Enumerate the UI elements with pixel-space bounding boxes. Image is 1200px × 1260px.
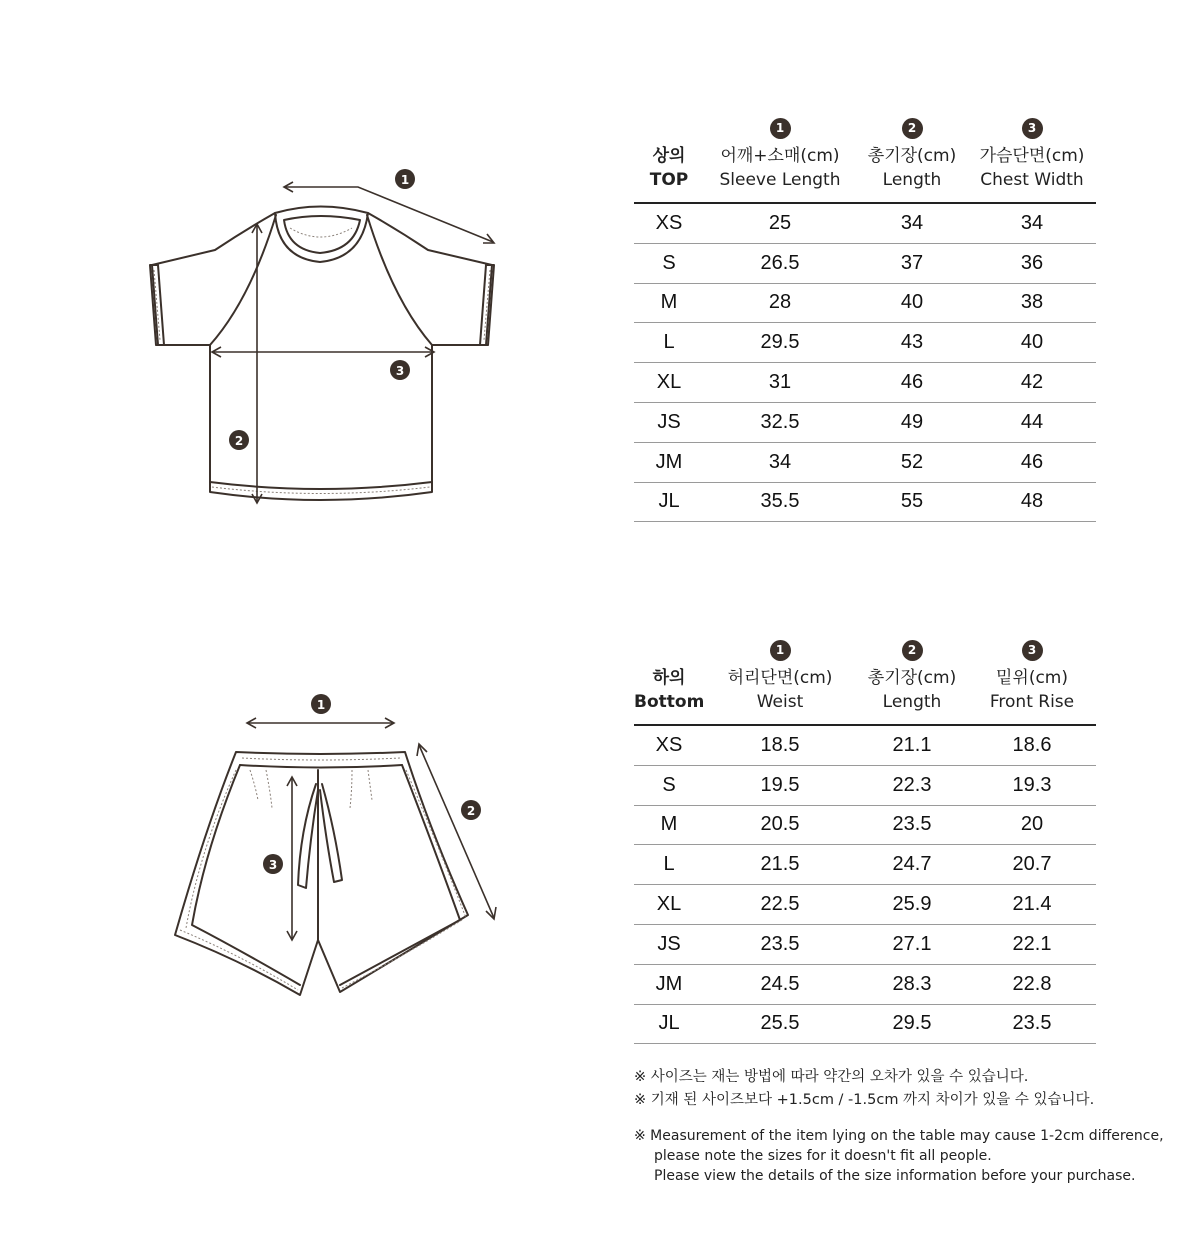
size-cell: JL <box>658 1012 680 1035</box>
size-cell: JM <box>655 450 683 473</box>
column-en: Weist <box>756 692 804 712</box>
size-cell: S <box>662 251 676 274</box>
value-cell: 36 <box>1020 251 1044 274</box>
value-cell: 29.5 <box>892 1012 932 1035</box>
table-row <box>634 925 1096 965</box>
column-en: Front Rise <box>989 692 1075 712</box>
table-row <box>634 204 1096 244</box>
value-cell: 20.5 <box>760 813 800 836</box>
value-cell: 31 <box>768 371 792 394</box>
value-cell: 37 <box>900 251 924 274</box>
table-row <box>634 806 1096 846</box>
marker-3: 3 <box>1022 118 1043 139</box>
value-cell: 48 <box>1020 490 1044 513</box>
note-en <box>634 1126 1164 1186</box>
column-en: Length <box>882 170 942 190</box>
size-cell: JS <box>657 410 681 433</box>
column-ko: 밑위(cm) <box>995 668 1068 688</box>
column-markers <box>634 114 1096 142</box>
value-cell: 20.7 <box>1012 853 1052 876</box>
value-cell: 27.1 <box>892 932 932 955</box>
column-en: Chest Width <box>980 170 1084 190</box>
column-markers <box>634 636 1096 664</box>
value-cell: 42 <box>1020 371 1044 394</box>
size-cell: M <box>660 291 678 314</box>
marker-1: 1 <box>316 698 326 712</box>
table-row <box>634 885 1096 925</box>
header-ko: 하의 <box>652 668 686 688</box>
size-cell: XL <box>656 893 682 916</box>
column-en: Length <box>882 692 942 712</box>
column-ko: 총기장(cm) <box>867 668 957 688</box>
header-ko: 상의 <box>652 146 686 166</box>
value-cell: 22.5 <box>760 893 800 916</box>
value-cell: 23.5 <box>892 813 932 836</box>
table-row <box>634 1005 1096 1045</box>
table-row <box>634 965 1096 1005</box>
value-cell: 23.5 <box>760 932 800 955</box>
table-row <box>634 323 1096 363</box>
marker-1: 1 <box>400 173 410 187</box>
value-cell: 23.5 <box>1012 1012 1052 1035</box>
table-header <box>634 666 1096 726</box>
value-cell: 40 <box>1020 331 1044 354</box>
column-ko: 가슴단면(cm) <box>979 146 1085 166</box>
note-en-line: Please view the details of the size information before your purchase. <box>654 1168 1136 1184</box>
table-row <box>634 244 1096 284</box>
column-en: Sleeve Length <box>719 170 841 190</box>
t-shirt-icon <box>140 160 510 520</box>
value-cell: 43 <box>900 331 924 354</box>
value-cell: 55 <box>900 490 924 513</box>
table-row <box>634 483 1096 523</box>
note-en-line: please note the sizes for it doesn't fit all people. <box>654 1148 992 1164</box>
column-ko: 어깨+소매(cm) <box>720 146 840 166</box>
value-cell: 52 <box>900 450 924 473</box>
value-cell: 32.5 <box>760 410 800 433</box>
note-en-line: ※ Measurement of the item lying on the table may cause 1-2cm difference, <box>634 1128 1164 1144</box>
marker-1: 1 <box>770 640 791 661</box>
table-row <box>634 284 1096 324</box>
size-cell: L <box>663 331 675 354</box>
value-cell: 18.5 <box>760 733 800 756</box>
size-cell: XS <box>655 733 683 756</box>
value-cell: 20 <box>1020 813 1044 836</box>
column-ko: 총기장(cm) <box>867 146 957 166</box>
value-cell: 34 <box>768 450 792 473</box>
marker-2: 2 <box>902 640 923 661</box>
shorts-icon <box>165 685 505 1005</box>
value-cell: 28 <box>768 291 792 314</box>
marker-3: 3 <box>395 364 405 378</box>
value-cell: 24.7 <box>892 853 932 876</box>
value-cell: 38 <box>1020 291 1044 314</box>
column-ko: 허리단면(cm) <box>727 668 833 688</box>
value-cell: 19.3 <box>1012 773 1052 796</box>
value-cell: 21.5 <box>760 853 800 876</box>
value-cell: 25.9 <box>892 893 932 916</box>
size-cell: M <box>660 813 678 836</box>
table-row <box>634 363 1096 403</box>
value-cell: 25.5 <box>760 1012 800 1035</box>
value-cell: 35.5 <box>760 490 800 513</box>
value-cell: 44 <box>1020 410 1044 433</box>
value-cell: 22.8 <box>1012 972 1052 995</box>
table-row <box>634 726 1096 766</box>
table-row <box>634 443 1096 483</box>
value-cell: 29.5 <box>760 331 800 354</box>
value-cell: 46 <box>1020 450 1044 473</box>
value-cell: 22.3 <box>892 773 932 796</box>
value-cell: 34 <box>1020 211 1044 234</box>
top-size-table <box>634 114 1096 522</box>
value-cell: 40 <box>900 291 924 314</box>
marker-2: 2 <box>902 118 923 139</box>
size-cell: XS <box>655 211 683 234</box>
value-cell: 46 <box>900 371 924 394</box>
header-en: TOP <box>649 170 689 190</box>
marker-3: 3 <box>1022 640 1043 661</box>
table-row <box>634 845 1096 885</box>
marker-1: 1 <box>770 118 791 139</box>
value-cell: 19.5 <box>760 773 800 796</box>
value-cell: 25 <box>768 211 792 234</box>
size-cell: JL <box>658 490 680 513</box>
value-cell: 22.1 <box>1012 932 1052 955</box>
note-ko-2: ※ 기재 된 사이즈보다 +1.5cm / -1.5cm 까지 차이가 있을 수 있습니다. <box>634 1092 1095 1108</box>
notes <box>634 1066 1164 1186</box>
size-cell: JS <box>657 932 681 955</box>
size-cell: S <box>662 773 676 796</box>
size-cell: JM <box>655 972 683 995</box>
marker-2: 2 <box>466 804 476 818</box>
marker-2: 2 <box>234 434 244 448</box>
note-ko-1: ※ 사이즈는 재는 방법에 따라 약간의 오차가 있을 수 있습니다. <box>634 1069 1029 1085</box>
table-header <box>634 144 1096 204</box>
table-row <box>634 403 1096 443</box>
header-en: Bottom <box>634 692 705 712</box>
size-cell: L <box>663 853 675 876</box>
value-cell: 34 <box>900 211 924 234</box>
value-cell: 21.4 <box>1012 893 1052 916</box>
value-cell: 28.3 <box>892 972 932 995</box>
marker-3: 3 <box>268 858 278 872</box>
size-cell: XL <box>656 371 682 394</box>
value-cell: 49 <box>900 410 924 433</box>
value-cell: 26.5 <box>760 251 800 274</box>
value-cell: 24.5 <box>760 972 800 995</box>
bottom-size-table <box>634 636 1096 1044</box>
value-cell: 21.1 <box>892 733 932 756</box>
value-cell: 18.6 <box>1012 733 1052 756</box>
table-row <box>634 766 1096 806</box>
